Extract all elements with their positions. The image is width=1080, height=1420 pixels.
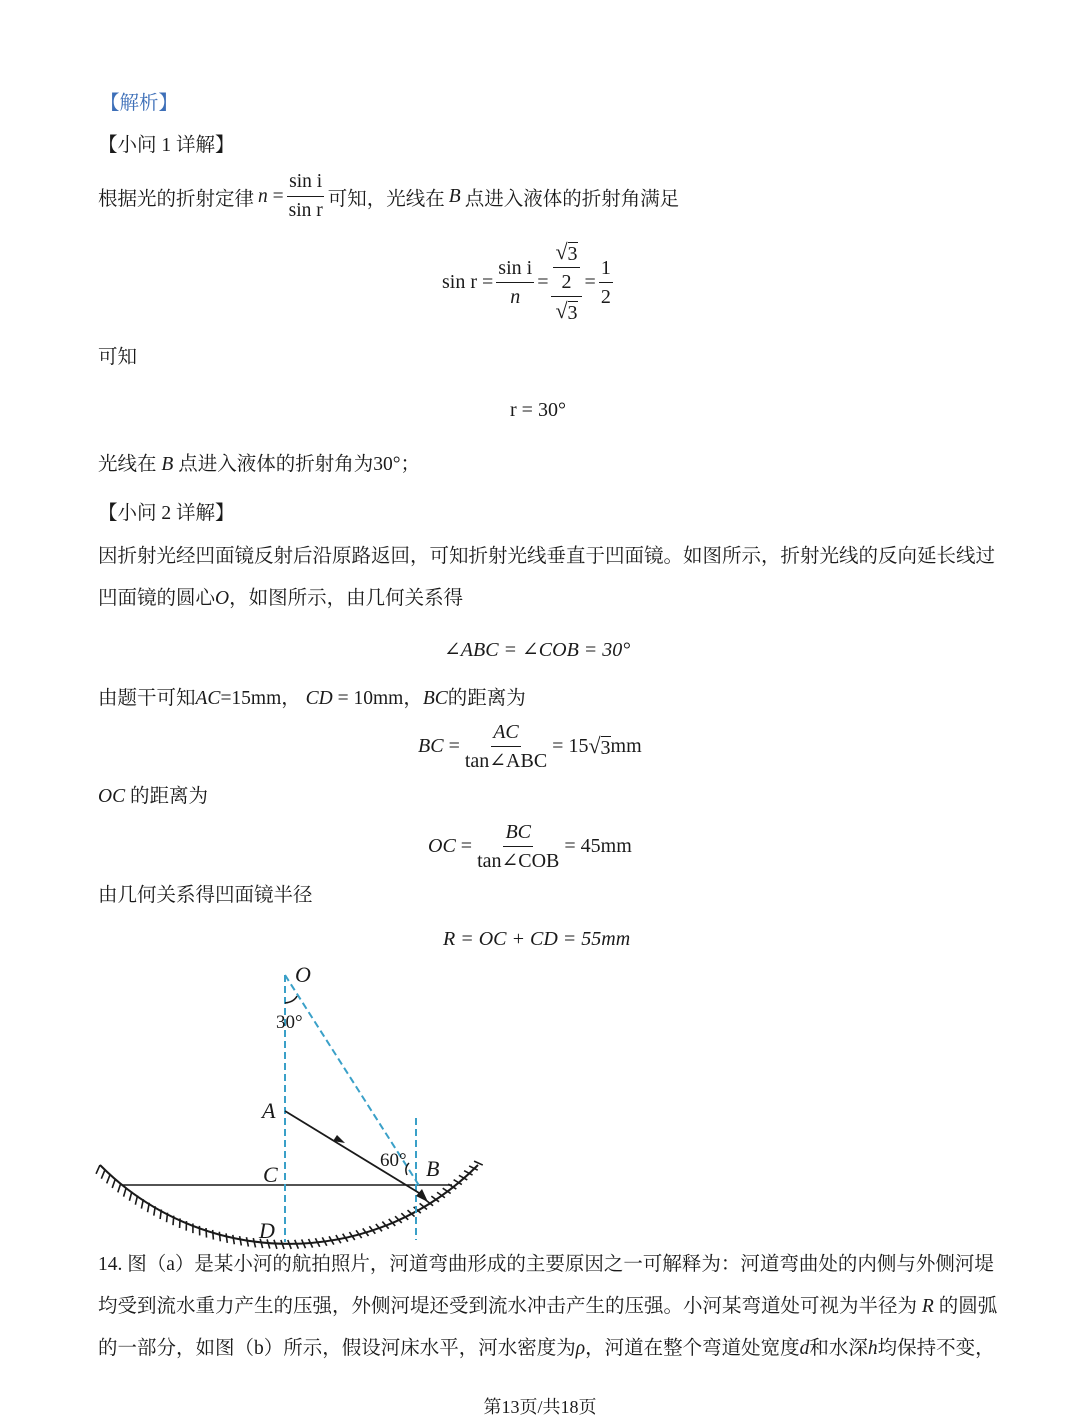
fraction-half [599, 256, 613, 309]
hatch-mark [96, 1165, 100, 1174]
hatch-mark [118, 1183, 121, 1192]
hatch-mark [124, 1187, 127, 1196]
equation-sin-r: sin r = $\frac{\text{sin i}}{n}$ = √ 3 2 √ 3 = $\frac{1}{2}$ [442, 239, 611, 324]
part1-line1 [98, 170, 679, 223]
text: 光线在 [98, 454, 157, 475]
text: ，河道在整个弯道处宽度 [585, 1338, 800, 1359]
equals: = [272, 185, 284, 207]
part2-line2 [98, 587, 463, 611]
angle-arc-o [285, 996, 297, 1003]
radicand: 3 [600, 737, 611, 759]
var-OC: OC [98, 786, 126, 807]
denominator: 2 [600, 285, 611, 308]
part1-conclusion [98, 453, 420, 477]
radius-text: 由几何关系得凹面镜半径 [98, 885, 313, 906]
text: 均保持不变， [877, 1338, 995, 1359]
var-B: B [448, 185, 461, 207]
var-h: h [867, 1338, 878, 1359]
var-R: R [921, 1296, 934, 1317]
given-line [98, 687, 526, 711]
var-n: n [258, 185, 268, 207]
denominator: tan∠ABC [464, 750, 548, 772]
equation-r: r = 30° [510, 399, 566, 421]
hatch-mark [173, 1216, 174, 1226]
equation-angles: ∠ABC = ∠COB = 30° [444, 639, 631, 661]
text: 点进入液体的折射角为30°； [178, 454, 420, 475]
q14-line3 [98, 1337, 995, 1361]
arrow-head-b [416, 1189, 428, 1202]
analysis-heading: 【解析】 [100, 93, 179, 114]
numerator [551, 240, 581, 297]
lhs: OC [428, 835, 456, 857]
denominator: n [510, 285, 521, 308]
label-angle-30: 30° [276, 1012, 303, 1033]
numerator: sin i [496, 256, 534, 283]
text: 可知，光线在 [327, 188, 445, 210]
fraction-snell [287, 170, 325, 223]
label-angle-60: 60° [380, 1150, 407, 1171]
hatch-mark [180, 1218, 181, 1228]
text: 的圆弧 [938, 1296, 998, 1317]
radicand: 3 [567, 302, 578, 324]
denominator: 2 [561, 271, 572, 293]
numerator: AC [491, 720, 521, 747]
part2-title: 【小问 2 详解】 [98, 503, 235, 524]
kezhi-text: 可知 [98, 347, 138, 368]
denominator: tan∠COB [477, 850, 560, 872]
q14-line1: 14. 图（a）是某小河的航拍照片，河道弯曲形成的主要原因之一可解释为：河道弯曲处的内侧与外侧河堤 [98, 1254, 994, 1275]
text: 点进入液体的折射角满足 [464, 188, 680, 210]
var-CD: CD [305, 688, 333, 709]
text: ，如图所示，由几何关系得 [229, 588, 464, 609]
fraction [475, 820, 561, 873]
hatch-mark [129, 1192, 131, 1201]
sqrt3: √ 3 [588, 733, 611, 759]
hatch-mark [246, 1237, 248, 1246]
hatch-mark [167, 1213, 168, 1223]
radicand: 3 [567, 243, 578, 265]
lhs: BC [418, 735, 444, 757]
equation-oc: OC = $\frac{BC}{\text{tan∠COB}}$ = 45mm [428, 821, 632, 872]
label-B: B [426, 1156, 440, 1181]
value: =15mm， [220, 688, 301, 709]
var-B: B [161, 454, 174, 475]
equation-bc: BC = $\frac{AC}{\text{tan∠ABC}}$ = 15 √ 3 mm [418, 721, 642, 772]
numerator: sin i [287, 170, 324, 197]
label-O: O [295, 962, 311, 987]
equation-radius: R = OC + CD = 55mm [443, 928, 631, 950]
unit: mm [610, 735, 642, 757]
text: 的一部分，如图（b）所示，假设河床水平，河水密度为 [98, 1338, 576, 1359]
text: 根据光的折射定律 [98, 188, 255, 210]
var-d: d [799, 1338, 810, 1359]
numerator: BC [503, 820, 533, 847]
value: = 10mm， [337, 688, 423, 709]
rhs: = 45mm [564, 835, 632, 857]
part2-line1: 因折射光经凹面镜反射后沿原路返回，可知折射光线垂直于凹面镜。如图所示，折射光线的反向延长线过 [98, 546, 996, 567]
var-O: O [215, 588, 230, 609]
text: 的距离为 [447, 688, 526, 709]
hatch-mark [101, 1170, 105, 1179]
sqrt3-denominator: √ 3 [555, 298, 578, 324]
label-A: A [262, 1098, 276, 1123]
hatch-mark [135, 1195, 137, 1204]
text: 和水深 [809, 1338, 868, 1359]
hatch-mark [233, 1235, 234, 1244]
hatch-mark [141, 1199, 143, 1208]
page-number-footer: 第13页/共18页 [483, 1397, 597, 1417]
text: 均受到流水重力产生的压强，外侧河堤还受到流水冲击产生的压强。小河某弯道处可视为半径为 [98, 1296, 918, 1317]
rhs: = 15 [552, 735, 589, 757]
hatch-mark [253, 1238, 255, 1247]
hatch-mark [219, 1232, 220, 1242]
concave-mirror-figure [90, 960, 490, 1250]
var-BC: BC [422, 688, 448, 709]
text: 由题干可知 [98, 688, 196, 709]
hatch-mark [107, 1174, 110, 1183]
numerator: 1 [599, 256, 613, 283]
text: 凹面镜的圆心 [98, 588, 216, 609]
var-AC: AC [195, 688, 221, 709]
inner-fraction [553, 240, 579, 294]
text: 的距离为 [129, 786, 208, 807]
fraction-compound [551, 240, 581, 324]
var-rho: ρ [575, 1338, 586, 1359]
sqrt3: √ 3 [553, 240, 579, 268]
hatch-mark [474, 1161, 483, 1165]
hatch-mark [213, 1230, 214, 1240]
hatch-mark [240, 1236, 242, 1245]
hatch-mark [112, 1179, 115, 1188]
fraction-sini-n [496, 256, 534, 309]
q14-line2 [98, 1295, 997, 1319]
part1-title: 【小问 1 详解】 [98, 135, 235, 156]
denominator: sin r [288, 200, 323, 221]
lhs: sin r [442, 270, 477, 293]
fraction [463, 720, 549, 773]
label-D: D [259, 1218, 275, 1243]
mirror-hatching [96, 1161, 483, 1249]
label-C: C [263, 1162, 278, 1187]
hatch-mark [226, 1233, 227, 1242]
oc-line [98, 785, 208, 809]
